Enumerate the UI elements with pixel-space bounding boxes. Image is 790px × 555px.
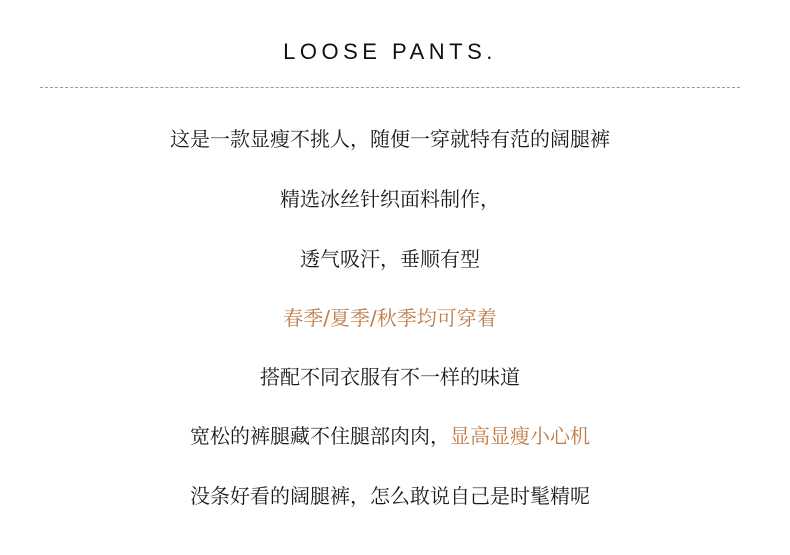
description-line-1: 这是一款显瘦不挑人，随便一穿就特有范的阔腿裤 (170, 127, 610, 151)
description-line-5: 搭配不同衣服有不一样的味道 (260, 365, 520, 389)
description-line-6-text: 宽松的裤腿藏不住腿部肉肉， (190, 424, 450, 448)
season-highlight-line: 春季/夏季/秋季均可穿着 (283, 306, 497, 330)
description-line-6 (0, 421, 780, 451)
page-title: LOOSE PANTS. (283, 39, 497, 64)
description-line-2: 精选冰丝针织面料制作， (280, 187, 500, 211)
description-line-7: 没条好看的阔腿裤，怎么敢说自己是时髦精呢 (190, 484, 590, 508)
description-line-3: 透气吸汗，垂顺有型 (300, 247, 480, 271)
dashed-divider (40, 87, 740, 88)
slimming-highlight: 显高显瘦小心机 (450, 424, 590, 448)
